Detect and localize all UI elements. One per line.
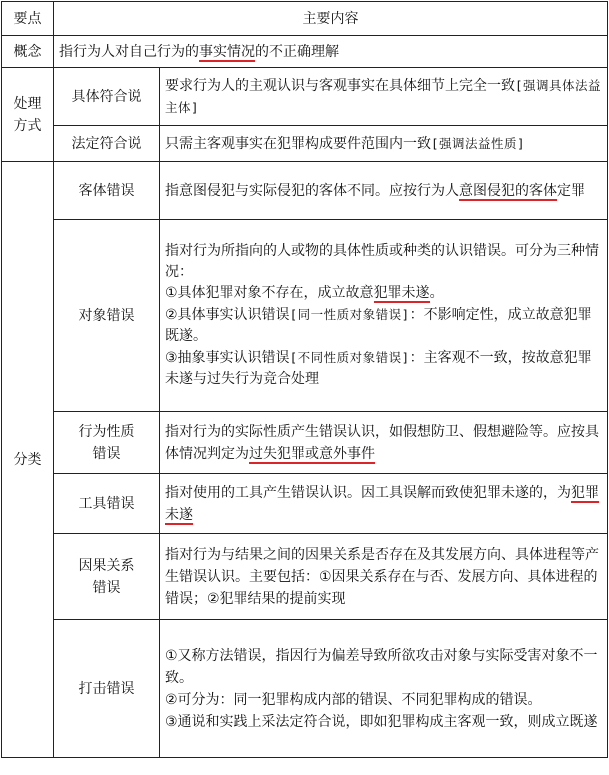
- header-row: [2, 2, 608, 36]
- specific-theory-text: 要求行为人的主观认识与客观事实在具体细节上完全一致[强调具体法益主体]: [160, 68, 608, 126]
- nature-error-text: 指对行为的实际性质产生错误认识，如假想防卫、假想避险等。应按具体情况判定为过失犯罪或意外事件: [160, 412, 608, 474]
- tool-error-row: [2, 474, 608, 534]
- causal-error-text: 指对行为与结果之间的因果关系是否存在及其发展方向、具体进程等产生错误认识。主要包括：①因果关系存在与否、发展方向、具体进程的错误；②犯罪结果的提前实现: [160, 534, 608, 620]
- object-error-text: 指意图侵犯与实际侵犯的客体不同。应按行为人意图侵犯的客体定罪: [160, 162, 608, 220]
- causal-error-row: [2, 534, 608, 620]
- tool-error-label: 工具错误: [54, 474, 160, 534]
- handling-legal-row: [2, 126, 608, 162]
- strike-error-item-3: ③通说和实践上采法定符合说，即如犯罪构成主客观一致，则成立既遂: [165, 713, 598, 730]
- target-error-label: 对象错误: [54, 220, 160, 412]
- legal-theory-label: 法定符合说: [54, 126, 160, 162]
- legal-notes-table: [1, 1, 608, 758]
- target-error-intro: 指对行为所指向的人或物的具体性质或种类的认识错误。可分为三种情况：: [165, 243, 599, 280]
- strike-error-row: [2, 620, 608, 758]
- causal-error-label: 因果关系 错误: [54, 534, 160, 620]
- legal-theory-text: 只需主客观事实在犯罪构成要件范围内一致[强调法益性质]: [160, 126, 608, 162]
- tool-error-text: 指对使用的工具产生错误认识。因工具误解而致使犯罪未遂的，为犯罪未遂: [160, 474, 608, 534]
- nature-error-label: 行为性质 错误: [54, 412, 160, 474]
- tool-error-underlined: 犯罪未遂: [165, 484, 599, 523]
- header-key-points: 要点: [2, 2, 54, 36]
- strike-error-item-1: ①又称方法错误，指因行为偏差导致所欲攻击对象与实际受害对象不一致。: [165, 647, 598, 686]
- strike-error-text: [160, 620, 608, 758]
- concept-underlined: 事实情况: [199, 43, 255, 60]
- object-error-label: 客体错误: [54, 162, 160, 220]
- specific-theory-label: 具体符合说: [54, 68, 160, 126]
- target-error-item-2: ②具体事实认识错误[同一性质对象错误]：不影响定性，成立故意犯罪既遂。: [165, 307, 592, 344]
- legal-theory-note: [强调法益性质]: [431, 135, 526, 151]
- nature-error-row: [2, 412, 608, 474]
- target-error-item-3: ③抽象事实认识错误[不同性质对象错误]：主客观不一致，按故意犯罪未遂与过失行为竞合处理: [165, 350, 592, 387]
- target-error-item-1: ①具体犯罪对象不存在，成立故意犯罪未遂。: [165, 285, 444, 301]
- concept-label: 概念: [2, 36, 54, 68]
- specific-theory-note: [强调具体法益主体]: [165, 77, 602, 115]
- target-error-row: [2, 220, 608, 412]
- classification-label: 分类: [2, 162, 54, 758]
- handling-specific-row: [2, 68, 608, 126]
- concept-text: 指行为人对自己行为的事实情况的不正确理解: [54, 36, 608, 68]
- strike-error-label: 打击错误: [54, 620, 160, 758]
- header-main-content: 主要内容: [54, 2, 608, 36]
- object-error-row: [2, 162, 608, 220]
- handling-label: 处理 方式: [2, 68, 54, 162]
- concept-row: [2, 36, 608, 68]
- strike-error-item-2: ②可分为：同一犯罪构成内部的错误、不同犯罪构成的错误。: [165, 691, 542, 708]
- object-error-underlined: 意图侵犯的客体: [459, 182, 557, 199]
- nature-error-underlined: 过失犯罪或意外事件: [249, 445, 375, 462]
- target-error-text: [160, 220, 608, 412]
